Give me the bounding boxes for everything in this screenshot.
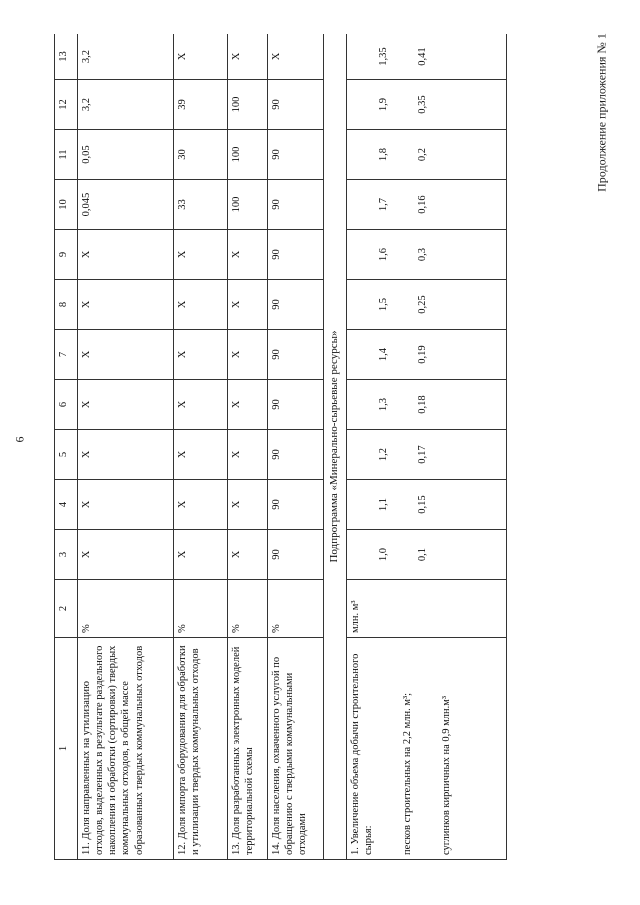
row-label: 12. Доля импорта оборудования для обработки и утилизации твердых коммунальных отходов [174, 638, 228, 860]
cell-value: 100 [228, 80, 268, 130]
cell-value: Х [228, 380, 268, 430]
cell-value: Х [174, 230, 228, 280]
cell-value: 1,3 0,18 [346, 380, 506, 430]
cell-value: Х [174, 280, 228, 330]
row-unit: % [228, 580, 268, 638]
row-label: 13. Доля разработанных электронных моделей территориальной схемы [228, 638, 268, 860]
table-row [268, 34, 324, 860]
cell-value: 90 [268, 180, 324, 230]
col-header: 4 [55, 480, 78, 530]
cell-value: Х [174, 430, 228, 480]
cell-value: Х [174, 34, 228, 80]
col-header: 8 [55, 280, 78, 330]
cell-value: 1,1 0,15 [346, 480, 506, 530]
row-unit: % [174, 580, 228, 638]
col-header: 2 [55, 580, 78, 638]
cell-value: 90 [268, 280, 324, 330]
cell-value: Х [174, 480, 228, 530]
cell-value: Х [78, 380, 174, 430]
cell-value: Х [78, 230, 174, 280]
col-header: 3 [55, 530, 78, 580]
cell-value: 90 [268, 380, 324, 430]
cell-value: 39 [174, 80, 228, 130]
cell-value: 1,9 0,35 [346, 80, 506, 130]
cell-value: 90 [268, 480, 324, 530]
subprogram-title: Подпрограмма «Минерально-сырьевые ресурсы» [324, 34, 347, 860]
cell-value: 1,6 0,3 [346, 230, 506, 280]
cell-value: 90 [268, 230, 324, 280]
cell-value: Х [228, 230, 268, 280]
cell-value: 100 [228, 130, 268, 180]
indicators-table [54, 34, 507, 860]
page-number: 6 [12, 436, 27, 443]
col-header: 1 [55, 638, 78, 860]
cell-value: Х [228, 34, 268, 80]
cell-value: 90 [268, 430, 324, 480]
cell-value: 0,045 [78, 180, 174, 230]
row-label: 11. Доля направленных на утилизацию отходов, выделенных в результате раздельного накопления и обработки (сортировки) твердых коммунальных отходов, в общей массе образованных твердых коммунальных отходов [78, 638, 174, 860]
cell-value: 3,2 [78, 80, 174, 130]
cell-value: 1,4 0,19 [346, 330, 506, 380]
cell-value: Х [78, 280, 174, 330]
row-unit: млн. м³ [346, 580, 506, 638]
table-row [346, 34, 506, 860]
table-row [228, 34, 268, 860]
subprogram-row [324, 34, 347, 860]
cell-value: Х [78, 480, 174, 530]
cell-value: 1,2 0,17 [346, 430, 506, 480]
cell-value: 30 [174, 130, 228, 180]
col-header: 12 [55, 80, 78, 130]
row15-sub1-label: песков строительных на 2,2 млн. м³; [402, 692, 413, 855]
col-header: 6 [55, 380, 78, 430]
col-header: 7 [55, 330, 78, 380]
cell-value: Х [78, 430, 174, 480]
cell-value: Х [228, 430, 268, 480]
page-header [594, 5, 609, 205]
cell-value: Х [78, 330, 174, 380]
cell-value: Х [174, 330, 228, 380]
cell-value: Х [268, 34, 324, 80]
header-row [55, 34, 78, 860]
cell-value: Х [228, 280, 268, 330]
row15-label: 1. Увеличение объема добычи строительного сырья: [349, 653, 374, 855]
cell-value: Х [228, 480, 268, 530]
row-unit: % [78, 580, 174, 638]
cell-value: 3,2 [78, 34, 174, 80]
rotated-table [54, 34, 574, 860]
row-unit: % [268, 580, 324, 638]
cell-value: 100 [228, 180, 268, 230]
appendix-continuation: Продолжение приложения № 1 [594, 33, 609, 192]
cell-value: Х [228, 530, 268, 580]
col-header: 9 [55, 230, 78, 280]
col-header: 11 [55, 130, 78, 180]
table-row [78, 34, 174, 860]
col-header: 13 [55, 34, 78, 80]
col-header: 5 [55, 430, 78, 480]
col-header: 10 [55, 180, 78, 230]
cell-value: Х [228, 330, 268, 380]
cell-value: 90 [268, 80, 324, 130]
row-label [346, 638, 506, 860]
table-container [54, 34, 574, 860]
cell-value: 1,7 0,16 [346, 180, 506, 230]
cell-value: 90 [268, 530, 324, 580]
cell-value: Х [174, 380, 228, 430]
cell-value: 33 [174, 180, 228, 230]
cell-value: 1,0 0,1 [346, 530, 506, 580]
table-row [174, 34, 228, 860]
cell-value: 1,8 0,2 [346, 130, 506, 180]
cell-value: 90 [268, 130, 324, 180]
cell-value: 90 [268, 330, 324, 380]
row-label: 14. Доля населения, охваченного услугой по обращению с твердыми коммунальными отходами [268, 638, 324, 860]
cell-value: 1,35 0,41 [346, 34, 506, 80]
cell-value: Х [78, 530, 174, 580]
row15-sub2-label: суглинков кирпичных на 0,9 млн.м³ [441, 695, 453, 855]
cell-value: 1,5 0,25 [346, 280, 506, 330]
cell-value: 0,05 [78, 130, 174, 180]
cell-value: Х [174, 530, 228, 580]
